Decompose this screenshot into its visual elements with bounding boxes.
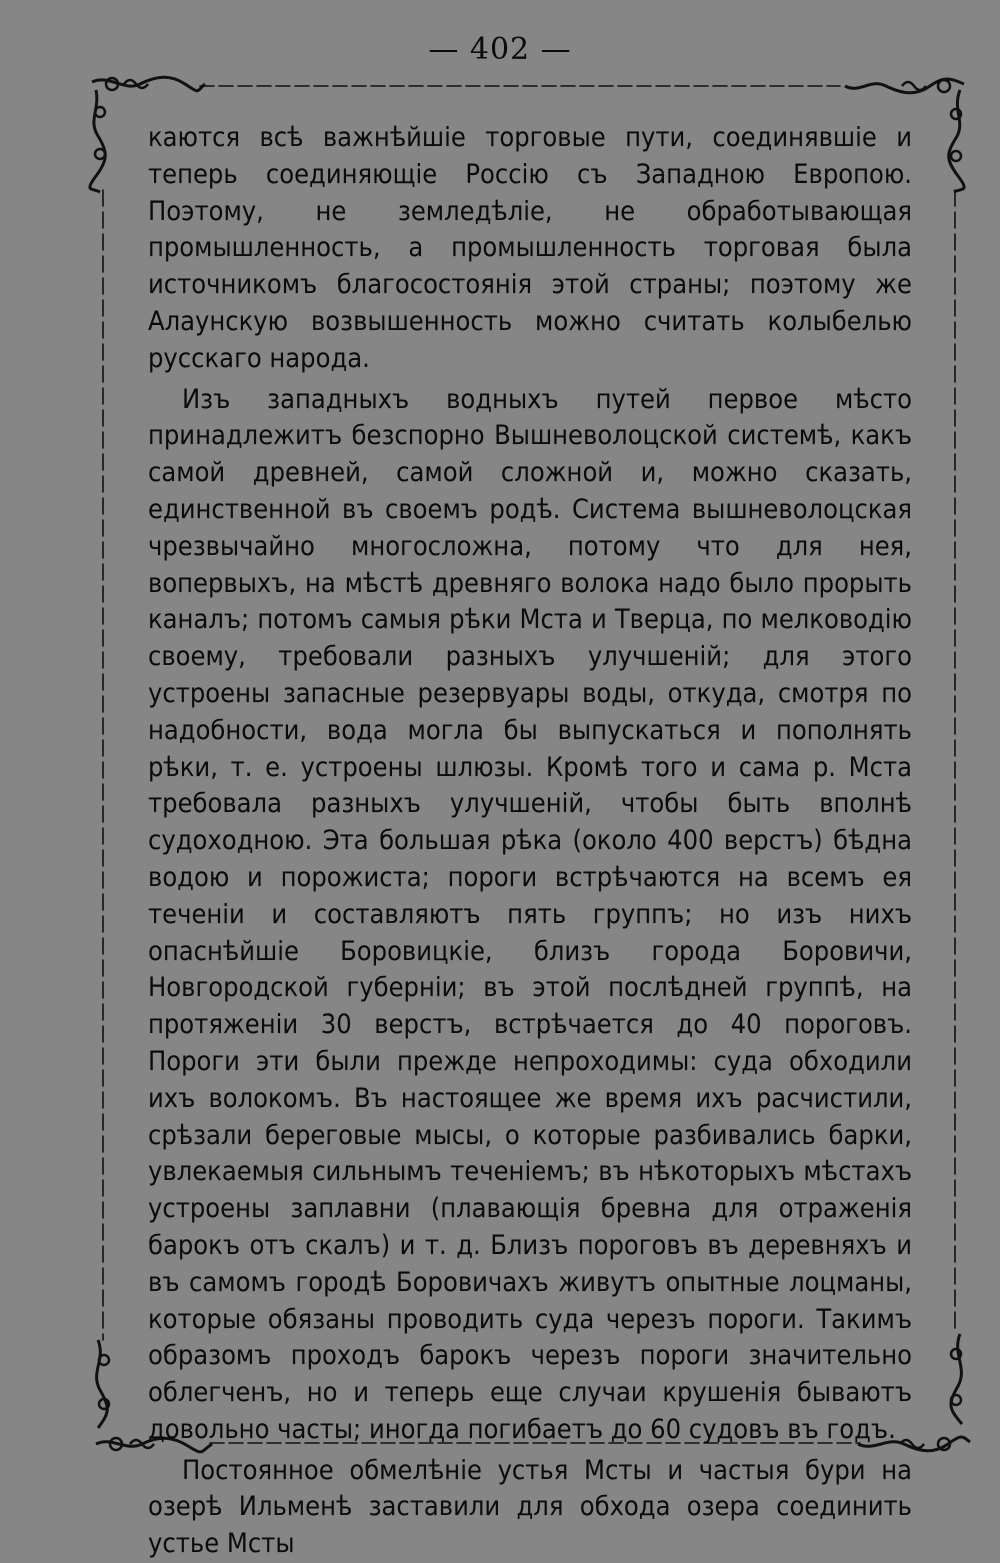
body-text (148, 120, 912, 1563)
paragraph-3: Постоянное обмелѣніе устья Мсты и частыя бури на озерѣ Ильменѣ заставили для обхода озера соединить устье Мсты (148, 1454, 912, 1560)
page-number: — 402 — (428, 32, 572, 67)
paragraph-1: каются всѣ важнѣйшіе торговые пути, соединявшіе и теперь соединяющіе Россію съ Западною Европою. Поэтому, не земледѣліе, не обработывающая промышленность, а промышленность торговая была источникомъ благосостоянія этой страны; поэтому же Алаунскую возвышенность можно считать колыбелью русскаго народа. (148, 122, 912, 374)
paragraph-2: Изъ западныхъ водныхъ путей первое мѣсто принадлежитъ безспорно Вышневолоцской системѣ, какъ самой древней, самой сложной и, можно сказать, единственной въ своемъ родѣ. Система вышневолоцская чрезвычайно многосложна, потому что для нея, вопервыхъ, на мѣстѣ древняго волока надо было прорыть каналъ; потомъ самыя рѣки Мста и Тверца, по мелководію своему, требовали разныхъ улучшеній; для этого устроены запасные резервуары воды, откуда, смотря по надобности, вода могла бы выпускаться и пополнять рѣки, т. е. устроены шлюзы. Кромѣ того и сама р. Мста требовала разныхъ улучшеній, чтобы быть вполнѣ судоходною. Эта большая рѣка (около 400 верстъ) бѣдна водою и порожиста; пороги встрѣчаются на всемъ ея теченіи и составляютъ пять группъ; но изъ нихъ опаснѣйшіе Боровицкіе, близъ города Боровичи, Новгородской губерніи; въ этой послѣдней группѣ, на протяженіи 30 верстъ, встрѣчается до 40 пороговъ. Пороги эти были прежде непроходимы: суда обходили ихъ волокомъ. Въ настоящее же время ихъ расчистили, срѣзали береговые мысы, о которые разбивались барки, увлекаемыя сильнымъ теченіемъ; въ нѣкоторыхъ мѣстахъ устроены заплавни (плавающія бревна для отраженія барокъ отъ скалъ) и т. д. Близъ пороговъ въ деревняхъ и въ самомъ городѣ Боровичахъ живутъ опытные лоцманы, которые обязаны проводить суда черезъ пороги. Такимъ образомъ проходъ барокъ черезъ пороги значительно облегченъ, но и теперь еще случаи крушенія бываютъ довольно часты; иногда погибаетъ до 60 судовъ въ годъ. (148, 383, 912, 1445)
